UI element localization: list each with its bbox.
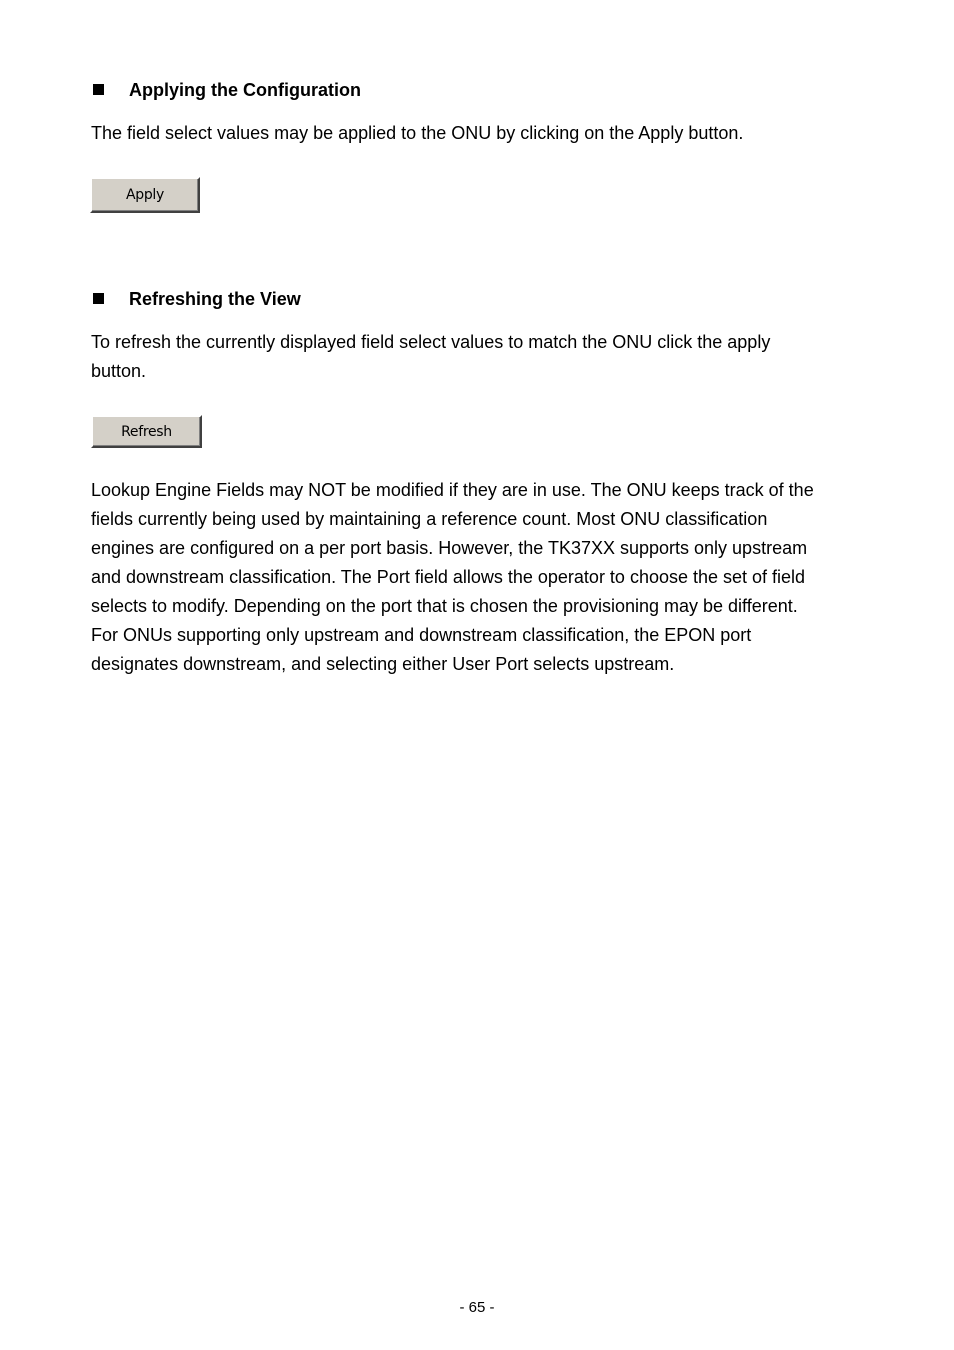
refresh-description-line: To refresh the currently displayed field select values to match the ONU click the apply <box>91 332 771 352</box>
body-paragraph-line: Lookup Engine Fields may NOT be modified if they are in use. The ONU keeps track of the <box>91 480 814 500</box>
refresh-description <box>91 328 770 386</box>
refresh-description-line: button. <box>91 361 147 381</box>
page-number: - 65 - <box>459 1299 495 1316</box>
apply-button[interactable]: Apply <box>90 177 200 213</box>
body-paragraph-line: and downstream classification. The Port field allows the operator to choose the set of field <box>91 567 806 587</box>
apply-description: The field select values may be applied to the ONU by clicking on the Apply button. <box>91 123 744 143</box>
refresh-button[interactable]: Refresh <box>91 415 202 448</box>
section-bullet-icon <box>93 293 104 304</box>
body-paragraph-line: selects to modify. Depending on the port that is chosen the provisioning may be different. <box>91 596 798 616</box>
body-paragraph-line: For ONUs supporting only upstream and downstream classification, the EPON port <box>91 625 752 645</box>
body-paragraph <box>91 476 814 679</box>
body-paragraph-line: fields currently being used by maintaining a reference count. Most ONU classification <box>91 509 768 529</box>
section-heading-refresh: Refreshing the View <box>129 289 301 309</box>
section-bullet-icon <box>93 84 104 95</box>
body-paragraph-line: designates downstream, and selecting either User Port selects upstream. <box>91 654 675 674</box>
body-paragraph-line: engines are configured on a per port basis. However, the TK37XX supports only upstream <box>91 538 808 558</box>
section-heading-apply: Applying the Configuration <box>129 80 361 100</box>
